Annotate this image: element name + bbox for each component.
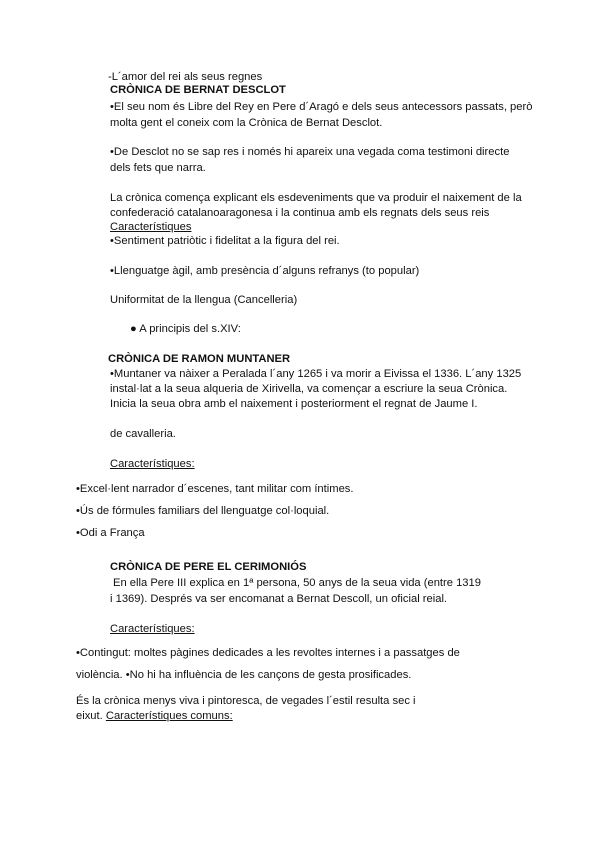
muntaner-features-label: Característiques: xyxy=(110,458,195,470)
desclot-paragraph-2-line-2: dels fets que narra. xyxy=(110,162,206,174)
bullet-item: ● A principis del s.XIV: xyxy=(130,323,241,335)
desclot-paragraph-1-line-2: molta gent el coneix com la Crònica de Bernat Desclot. xyxy=(110,117,383,129)
muntaner-paragraph-2: de cavalleria. xyxy=(110,428,176,440)
cerimonios-feature-1-line-2: violència. •No hi ha influència de les cançons de gesta prosificades. xyxy=(76,669,412,681)
muntaner-paragraph-1-line-2: instal·lat a la seua alqueria de Xirivella, va començar a escriure la seua Crònica. xyxy=(110,383,508,395)
heading-cerimonios: CRÒNICA DE PERE EL CERIMONIÓS xyxy=(110,561,307,573)
desclot-paragraph-3-line-1: La crònica comença explicant els esdeveniments que va produir el naixement de la xyxy=(110,192,522,204)
desclot-features-label: Característiques xyxy=(110,221,192,233)
cerimonios-feature-2-prefix: eixut. xyxy=(76,710,106,722)
heading-muntaner: CRÒNICA DE RAMON MUNTANER xyxy=(108,353,291,365)
intro-line: -L´amor del rei als seus regnes xyxy=(108,71,263,83)
cerimonios-features-label: Característiques: xyxy=(110,623,195,635)
desclot-feature-1: •Sentiment patriòtic i fidelitat a la figura del rei. xyxy=(110,235,340,247)
cerimonios-paragraph-1-line-1: En ella Pere III explica en 1ª persona, 50 anys de la seua vida (entre 1319 xyxy=(113,577,481,589)
muntaner-feature-3: •Odi a França xyxy=(76,527,145,539)
desclot-paragraph-1-line-1: •El seu nom és Libre del Rey en Pere d´Aragó e dels seus antecessors passats, però xyxy=(110,101,533,113)
common-features-label: Característiques comuns: xyxy=(105,710,233,722)
desclot-paragraph-3-line-2: confederació catalanoaragonesa i la continua amb els regnats dels seus reis xyxy=(110,207,490,219)
muntaner-feature-2: •Ús de fórmules familiars del llenguatge col·loquial. xyxy=(76,505,330,517)
cerimonios-feature-1-line-1: •Contingut: moltes pàgines dedicades a les revoltes internes i a passatges de xyxy=(76,647,460,659)
desclot-feature-2: •Llenguatge àgil, amb presència d´alguns refranys (to popular) xyxy=(110,265,420,277)
cerimonios-feature-2-line-2 xyxy=(76,709,233,723)
desclot-paragraph-2-line-1: •De Desclot no se sap res i només hi apareix una vegada coma testimoni directe xyxy=(110,146,510,158)
muntaner-paragraph-1-line-3: Inicia la seua obra amb el naixement i posteriorment el regnat de Jaume I. xyxy=(110,398,478,410)
cerimonios-paragraph-1-line-2: i 1369). Després va ser encomanat a Bernat Descoll, un oficial reial. xyxy=(110,593,448,605)
muntaner-feature-1: •Excel·lent narrador d´escenes, tant militar com íntimes. xyxy=(76,483,354,495)
heading-desclot: CRÒNICA DE BERNAT DESCLOT xyxy=(110,84,286,96)
desclot-feature-3: Uniformitat de la llengua (Cancelleria) xyxy=(110,294,298,306)
muntaner-paragraph-1-line-1: •Muntaner va nàixer a Peralada l´any 1265 i va morir a Eivissa el 1336. L´any 1325 xyxy=(110,368,522,380)
cerimonios-feature-2-line-1: És la crònica menys viva i pintoresca, de vegades l´estil resulta sec i xyxy=(76,695,416,707)
